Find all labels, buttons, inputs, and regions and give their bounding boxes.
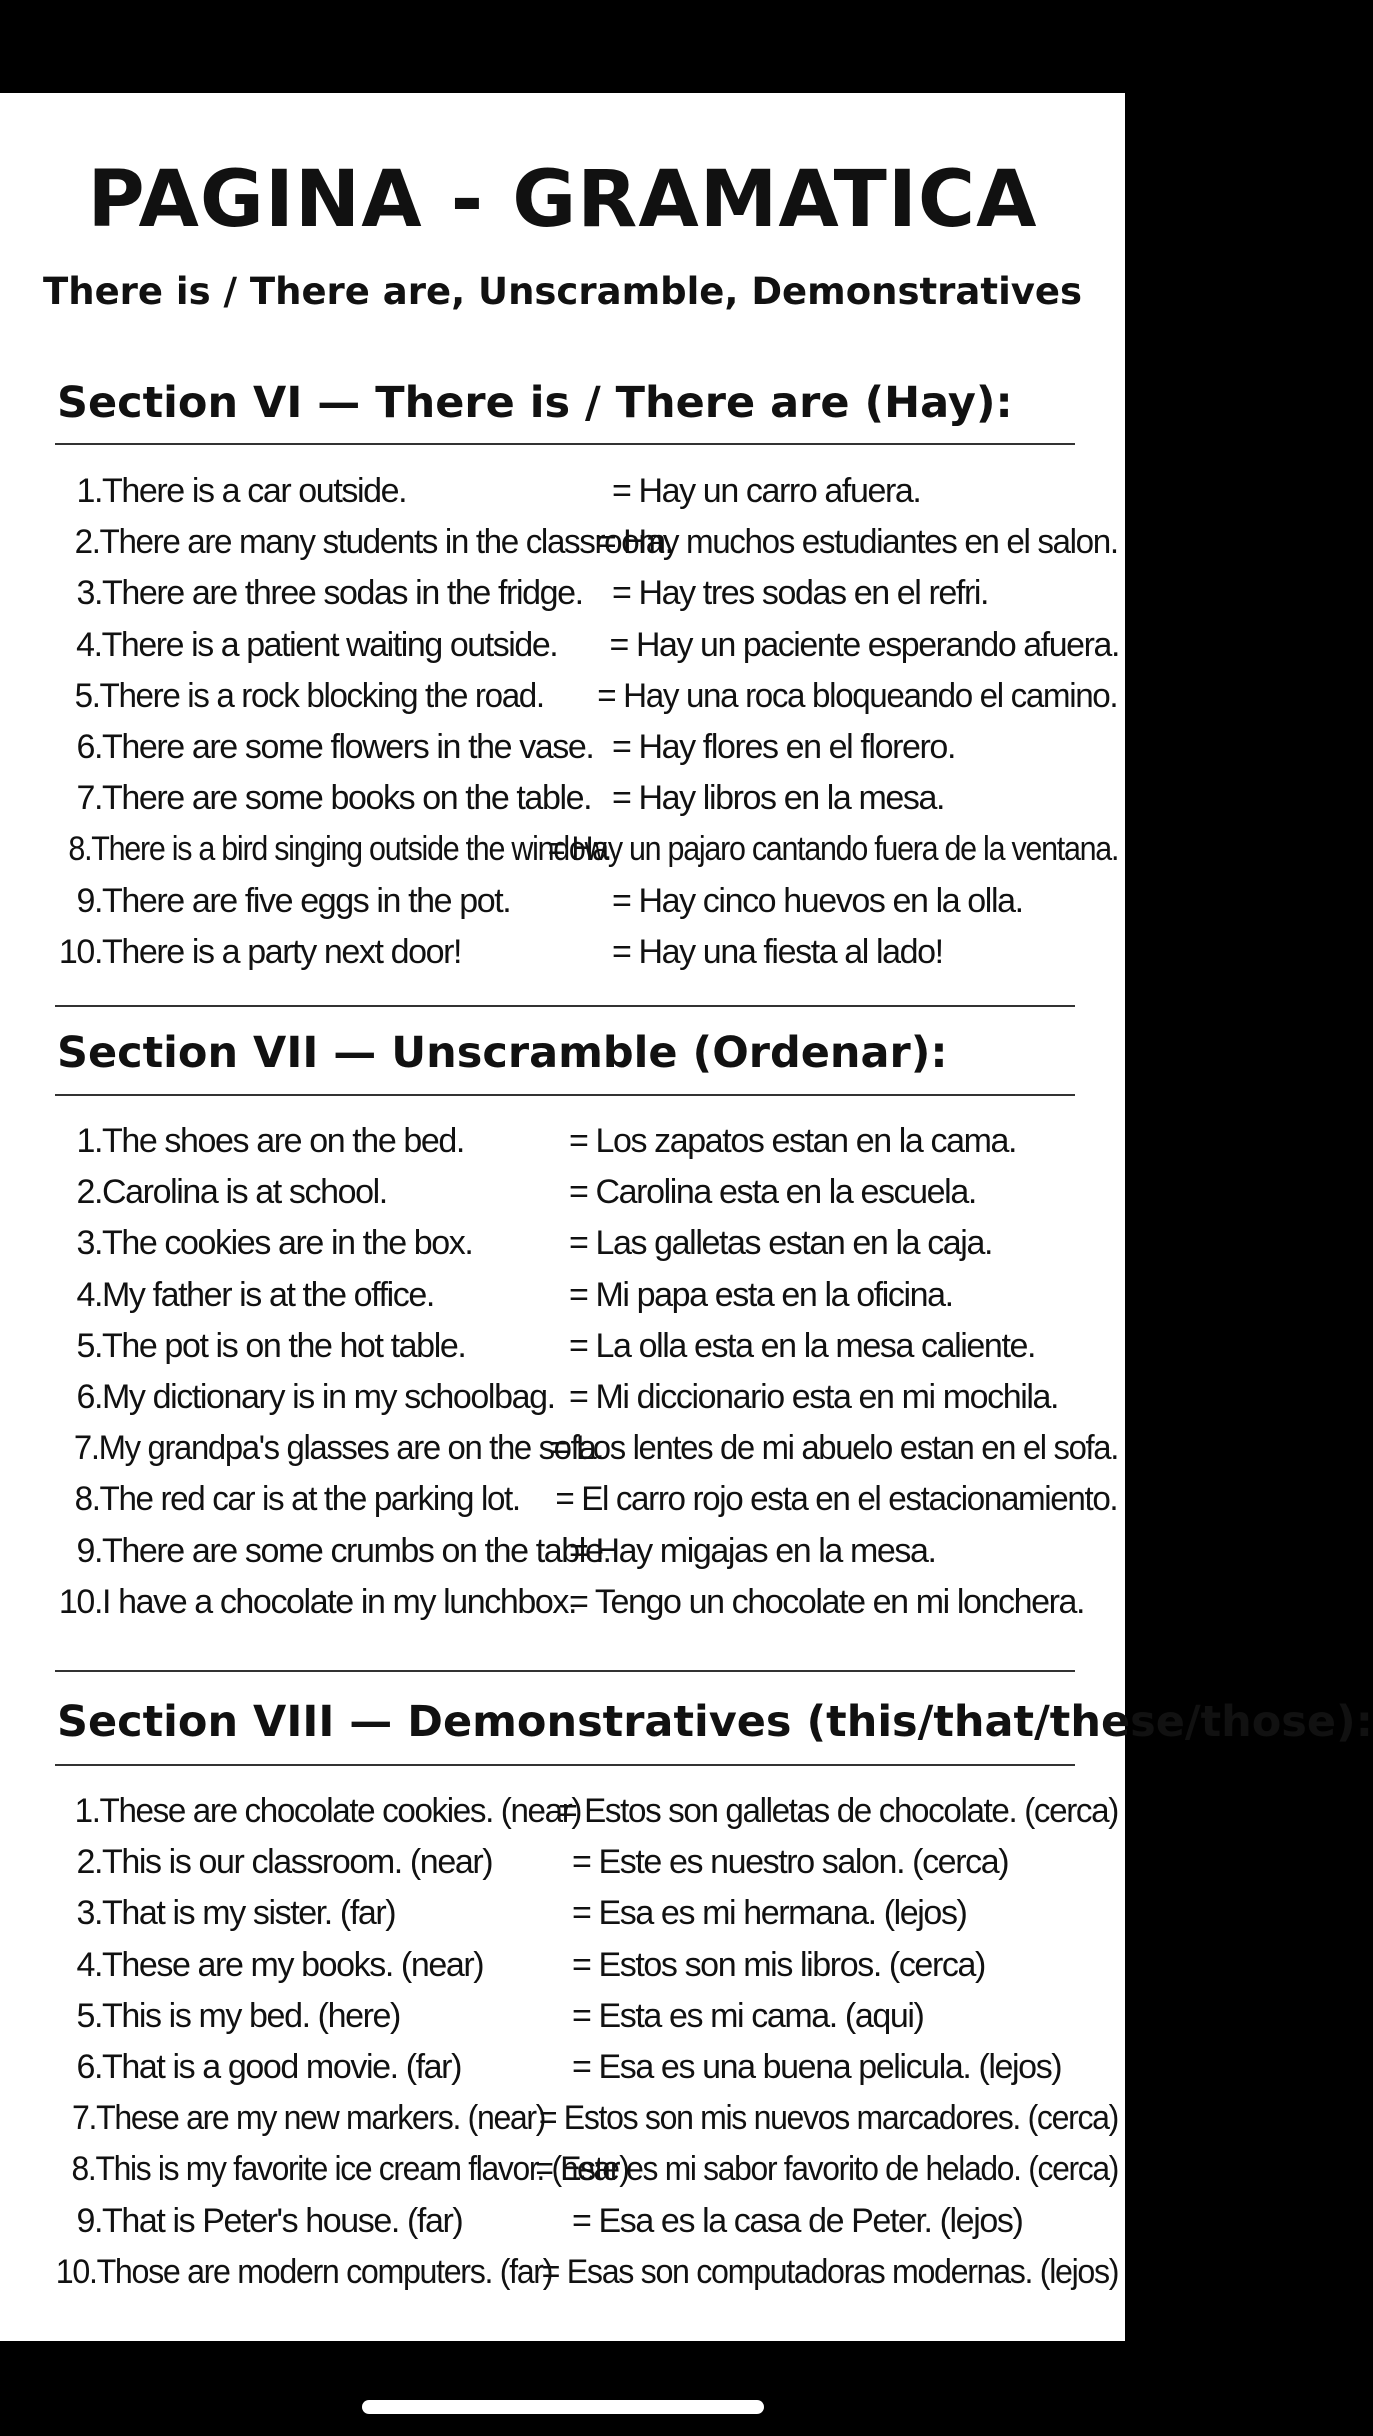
list-item <box>0 673 1118 724</box>
spanish-translation: = Las galletas estan en la caja. <box>569 1224 993 1263</box>
item-number: 2. <box>76 1173 102 1212</box>
item-number: 5. <box>76 1996 102 2035</box>
list-item <box>0 2095 1119 2146</box>
list-item <box>0 1942 1125 1993</box>
list-item <box>0 1476 1118 1527</box>
home-indicator[interactable] <box>362 2400 764 2414</box>
spanish-translation: = Estos son galletas de chocolate. (cerca) <box>558 1792 1118 1830</box>
item-number: 3. <box>76 1224 102 1263</box>
spanish-translation: = Este es mi sabor favorito de helado. (cerca) <box>535 2150 1119 2189</box>
section-vii-list <box>0 1118 1125 1630</box>
item-number: 1. <box>76 472 102 510</box>
item-number: 10. <box>58 1582 102 1621</box>
list-item <box>0 775 1125 826</box>
section-viii-list <box>0 1788 1125 2300</box>
list-item <box>0 1890 1125 1941</box>
english-sentence: There are three sodas in the fridge. <box>102 574 583 613</box>
item-number: 4. <box>76 625 102 664</box>
english-sentence: There is a patient waiting outside. <box>101 625 558 664</box>
list-item <box>0 1323 1125 1374</box>
english-sentence: This is our classroom. (near) <box>102 1843 493 1882</box>
list-item <box>0 622 1121 673</box>
item-number: 8. <box>74 1480 100 1519</box>
section-vi-list <box>0 468 1125 980</box>
english-sentence: My grandpa's glasses are on the sofa. <box>98 1429 604 1468</box>
english-sentence: There are some flowers in the vase. <box>102 727 594 766</box>
page-title: PAGINA - GRAMATICA <box>87 155 1038 245</box>
spanish-translation: = Esa es mi hermana. (lejos) <box>572 1894 967 1933</box>
spanish-translation: = El carro rojo esta en el estacionamiento. <box>555 1480 1118 1519</box>
item-number: 4. <box>76 1275 102 1314</box>
spanish-translation: = Hay libros en la mesa. <box>612 779 945 818</box>
spanish-translation: = Estos son mis nuevos marcadores. (cerca) <box>538 2099 1119 2138</box>
section-heading-vi: Section VI — There is / There are (Hay): <box>57 378 1013 428</box>
spanish-translation: = Esas son computadoras modernas. (lejos) <box>541 2252 1119 2291</box>
english-sentence: That is my sister. (far) <box>102 1894 396 1933</box>
english-sentence: There are some crumbs on the table. <box>102 1531 611 1570</box>
english-sentence: These are chocolate cookies. (near) <box>99 1792 582 1830</box>
item-number: 6. <box>76 2047 102 2086</box>
list-item <box>0 1528 1125 1579</box>
spanish-translation: = Los lentes de mi abuelo estan en el sofa. <box>550 1429 1119 1468</box>
page-subtitle: There is / There are, Unscramble, Demonstratives <box>43 270 1082 313</box>
list-item <box>0 724 1125 775</box>
item-number: 7. <box>76 779 102 818</box>
spanish-translation: = Hay un paciente esperando afuera. <box>609 625 1119 664</box>
english-sentence: The cookies are in the box. <box>102 1224 473 1263</box>
spanish-translation: = Hay muchos estudiantes en el salon. <box>597 523 1118 562</box>
english-sentence: There is a car outside. <box>102 472 407 510</box>
item-number: 6. <box>76 1377 102 1416</box>
list-item <box>0 468 1125 519</box>
english-sentence: My father is at the office. <box>102 1275 434 1314</box>
spanish-translation: = Estos son mis libros. (cerca) <box>572 1945 985 1984</box>
item-number: 8. <box>71 2150 96 2189</box>
item-number: 2. <box>76 1843 102 1882</box>
english-sentence: These are my new markers. (near) <box>96 2099 546 2138</box>
spanish-translation: = Los zapatos estan en la cama. <box>569 1122 1017 1160</box>
list-item <box>0 878 1125 929</box>
spanish-translation: = La olla esta en la mesa caliente. <box>569 1326 1036 1365</box>
section-vi-bottom-rule <box>55 1005 1075 1007</box>
item-number: 9. <box>76 881 102 920</box>
item-number: 9. <box>76 2201 102 2240</box>
list-item <box>0 1272 1125 1323</box>
item-number: 7. <box>72 2099 97 2138</box>
list-item <box>0 1220 1125 1271</box>
section-heading-vii: Section VII — Unscramble (Ordenar): <box>57 1028 948 1078</box>
spanish-translation: = Carolina esta en la escuela. <box>569 1173 976 1212</box>
english-sentence: My dictionary is in my schoolbag. <box>102 1377 555 1416</box>
english-sentence: There are some books on the table. <box>102 779 592 818</box>
item-number: 3. <box>76 1894 102 1933</box>
spanish-translation: = Hay una fiesta al lado! <box>612 932 943 971</box>
spanish-translation: = Mi papa esta en la oficina. <box>569 1275 953 1314</box>
list-item <box>0 826 1119 877</box>
spanish-translation: = Hay un carro afuera. <box>612 472 921 510</box>
spanish-translation: = Hay cinco huevos en la olla. <box>612 881 1023 920</box>
item-number: 2. <box>74 523 100 562</box>
section-heading-viii: Section VIII — Demonstratives (this/that/these/those): <box>57 1697 1373 1747</box>
list-item <box>0 2146 1119 2197</box>
english-sentence: There is a rock blocking the road. <box>99 676 544 715</box>
english-sentence: There is a bird singing outside the window. <box>91 830 611 869</box>
spanish-translation: = Este es nuestro salon. (cerca) <box>572 1843 1009 1882</box>
section-vii-divider <box>55 1094 1075 1096</box>
english-sentence: I have a chocolate in my lunchbox. <box>102 1582 577 1621</box>
section-viii-divider <box>55 1764 1075 1766</box>
spanish-translation: = Hay un pajaro cantando fuera de la ventana. <box>547 830 1119 869</box>
spanish-translation: = Esta es mi cama. (aqui) <box>572 1996 924 2035</box>
list-item <box>0 1169 1125 1220</box>
spanish-translation: = Esa es una buena pelicula. (lejos) <box>572 2047 1062 2086</box>
item-number: 10. <box>55 2252 97 2291</box>
list-item <box>0 1788 1118 1839</box>
english-sentence: This is my bed. (here) <box>102 1996 400 2035</box>
item-number: 4. <box>76 1945 102 1984</box>
item-number: 7. <box>73 1429 99 1468</box>
list-item <box>0 1425 1119 1476</box>
bottom-black-bar <box>0 2341 1125 2436</box>
english-sentence: These are my books. (near) <box>102 1945 484 1984</box>
spanish-translation: = Hay flores en el florero. <box>612 727 955 766</box>
list-item <box>0 2044 1125 2095</box>
item-number: 1. <box>76 1122 102 1160</box>
list-item <box>0 519 1118 570</box>
english-sentence: The shoes are on the bed. <box>102 1122 464 1160</box>
item-number: 5. <box>76 1326 102 1365</box>
english-sentence: The pot is on the hot table. <box>102 1326 466 1365</box>
item-number: 9. <box>76 1531 102 1570</box>
item-number: 6. <box>76 727 102 766</box>
list-item <box>0 1118 1125 1169</box>
spanish-translation: = Hay migajas en la mesa. <box>569 1531 936 1570</box>
item-number: 8. <box>68 830 92 869</box>
top-black-bar <box>0 0 1125 93</box>
english-sentence: The red car is at the parking lot. <box>99 1480 520 1519</box>
list-item <box>0 1374 1125 1425</box>
list-item <box>0 929 1125 980</box>
english-sentence: There are many students in the classroom. <box>99 523 673 562</box>
list-item <box>0 2198 1125 2249</box>
section-vii-bottom-rule <box>55 1670 1075 1672</box>
list-item <box>0 2249 1119 2300</box>
list-item <box>0 1993 1125 2044</box>
english-sentence: There is a party next door! <box>102 932 462 971</box>
spanish-translation: = Mi diccionario esta en mi mochila. <box>569 1377 1059 1416</box>
item-number: 3. <box>76 574 102 613</box>
english-sentence: This is my favorite ice cream flavor. (near) <box>95 2150 629 2189</box>
section-vi-divider <box>55 443 1075 445</box>
item-number: 5. <box>74 676 100 715</box>
spanish-translation: = Tengo un chocolate en mi lonchera. <box>569 1582 1085 1621</box>
english-sentence: Carolina is at school. <box>102 1173 387 1212</box>
english-sentence: That is a good movie. (far) <box>102 2047 462 2086</box>
english-sentence: That is Peter's house. (far) <box>102 2201 463 2240</box>
english-sentence: There are five eggs in the pot. <box>102 881 511 920</box>
spanish-translation: = Hay una roca bloqueando el camino. <box>597 676 1118 715</box>
item-number: 1. <box>74 1792 100 1830</box>
list-item <box>0 570 1125 621</box>
list-item <box>0 1839 1125 1890</box>
item-number: 10. <box>58 932 102 971</box>
spanish-translation: = Hay tres sodas en el refri. <box>612 574 989 613</box>
list-item <box>0 1579 1125 1630</box>
english-sentence: Those are modern computers. (far) <box>96 2252 553 2291</box>
spanish-translation: = Esa es la casa de Peter. (lejos) <box>572 2201 1023 2240</box>
